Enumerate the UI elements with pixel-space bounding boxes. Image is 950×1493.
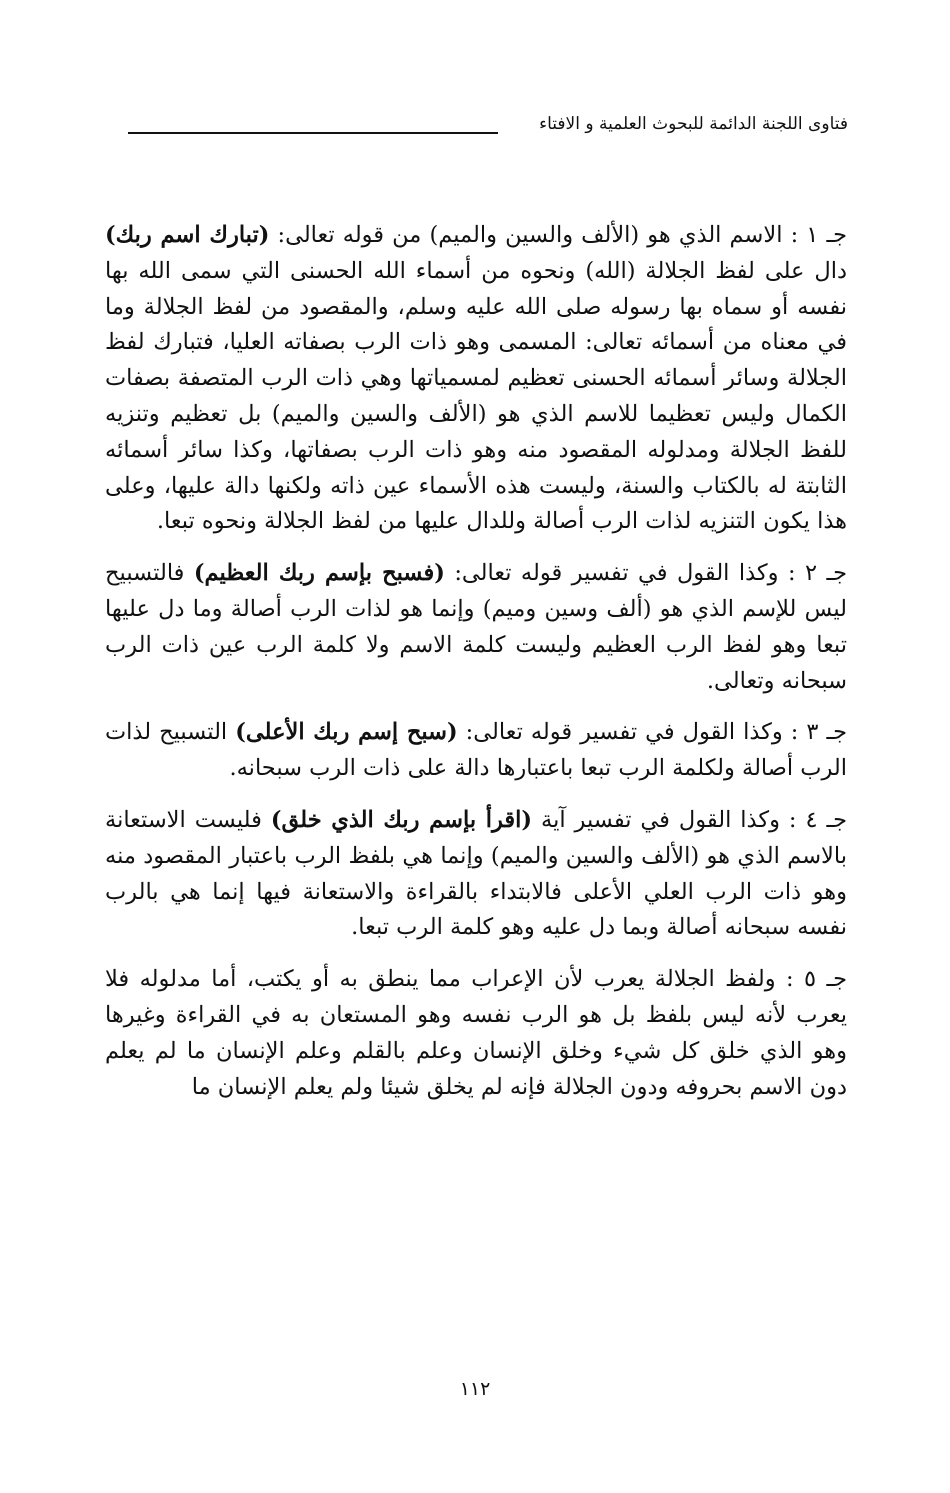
header-title: فتاوى اللجنة الدائمة للبحوث العلمية و الافتاء	[539, 114, 848, 134]
answer-paragraph-2	[105, 556, 847, 699]
answer-label: جـ ٢ :	[787, 560, 847, 587]
answer-text: وكذا القول في تفسير قوله تعالى:	[457, 719, 791, 746]
page-number: ١١٢	[459, 1378, 491, 1400]
body-text	[105, 218, 847, 1121]
answer-label: جـ ٣ :	[790, 719, 848, 746]
quranic-quote: (فسبح بإسم ربك العظيم)	[193, 560, 445, 587]
quranic-quote: (سبح إسم ربك الأعلى)	[235, 719, 458, 746]
answer-text: التسبيح لذات الرب أصالة ولكلمة الرب تبعا باعتبارها دالة على ذات الرب سبحانه.	[105, 719, 847, 782]
answer-text: فليست الاستعانة بالاسم الذي هو (الألف والسين والميم) وإنما هي بلفظ الرب باعتبار المقصود منه وهو ذات الرب العلي الأعلى فالابتداء بالقراءة والاستعانة فيها إنما هي بالرب نفسه سبحانه أصالة وبما دل عليه وهو كلمة الرب تبعا.	[105, 806, 847, 941]
answer-text: وكذا القول في تفسير قوله تعالى:	[444, 560, 788, 587]
answer-paragraph-4	[105, 803, 847, 946]
answer-text: ولفظ الجلالة يعرب لأن الإعراب مما ينطق به أو يكتب، أما مدلوله فلا يعرب لأنه ليس بلفظ بل هو الرب نفسه وهو المستعان به في القراءة وغيرها وهو الذي خلق كل شيء وخلق الإنسان وعلم بالقلم وعلم الإنسان ما لم يعلم دون الاسم بحروفه ودون الجلالة فإنه لم يخلق شيئا ولم يعلم الإنسان ما	[105, 966, 847, 1100]
running-header	[128, 112, 848, 144]
answer-label: جـ ٥ :	[786, 966, 848, 993]
quranic-quote: (اقرأ بإسم ربك الذي خلق)	[270, 806, 533, 833]
answer-paragraph-5	[105, 962, 847, 1105]
answer-paragraph-3	[105, 715, 847, 787]
answer-text: وكذا القول في تفسير آية	[532, 806, 789, 833]
header-rule	[128, 132, 498, 134]
answer-label: جـ ١ :	[790, 222, 847, 248]
quranic-quote: (تبارك اسم ربك)	[105, 222, 270, 248]
answer-text: الاسم الذي هو (الألف والسين والميم) من قوله تعالى:	[269, 222, 791, 248]
answer-label: جـ ٤ :	[788, 806, 848, 833]
answer-text: فالتسبيح ليس للإسم الذي هو (ألف وسين وميم) وإنما هو لذات الرب أصالة وما دل عليها تبعا وهو لفظ الرب العظيم وليست كلمة الاسم ولا كلمة الرب عين ذات الرب سبحانه وتعالى.	[105, 560, 847, 694]
answer-text: دال على لفظ الجلالة (الله) ونحوه من أسماء الله الحسنى التي سمى الله بها نفسه أو سماه بها رسوله صلى الله عليه وسلم، والمقصود من لفظ الجلالة وما في معناه من أسمائه تعالى: المسمى وهو ذات الرب بصفاته العليا، فتبارك لفظ الجلالة وسائر أسمائه الحسنى تعظيم لمسمياتها وهي ذات الرب المتصفة بصفات الكمال وليس تعظيما للاسم الذي هو (الألف والسين والميم) بل تعظيم وتنزيه للفظ الجلالة ومدلوله المقصود منه وهو ذات الرب بصفاتها، وكذا سائر أسمائه الثابتة له بالكتاب والسنة، وليست هذه الأسماء عين ذاته ولكنها دالة عليها، وعلى هذا يكون التنزيه لذات الرب أصالة وللدال عليها من لفظ الجلالة ونحوه تبعا.	[105, 257, 847, 535]
answer-paragraph-1	[105, 218, 847, 540]
